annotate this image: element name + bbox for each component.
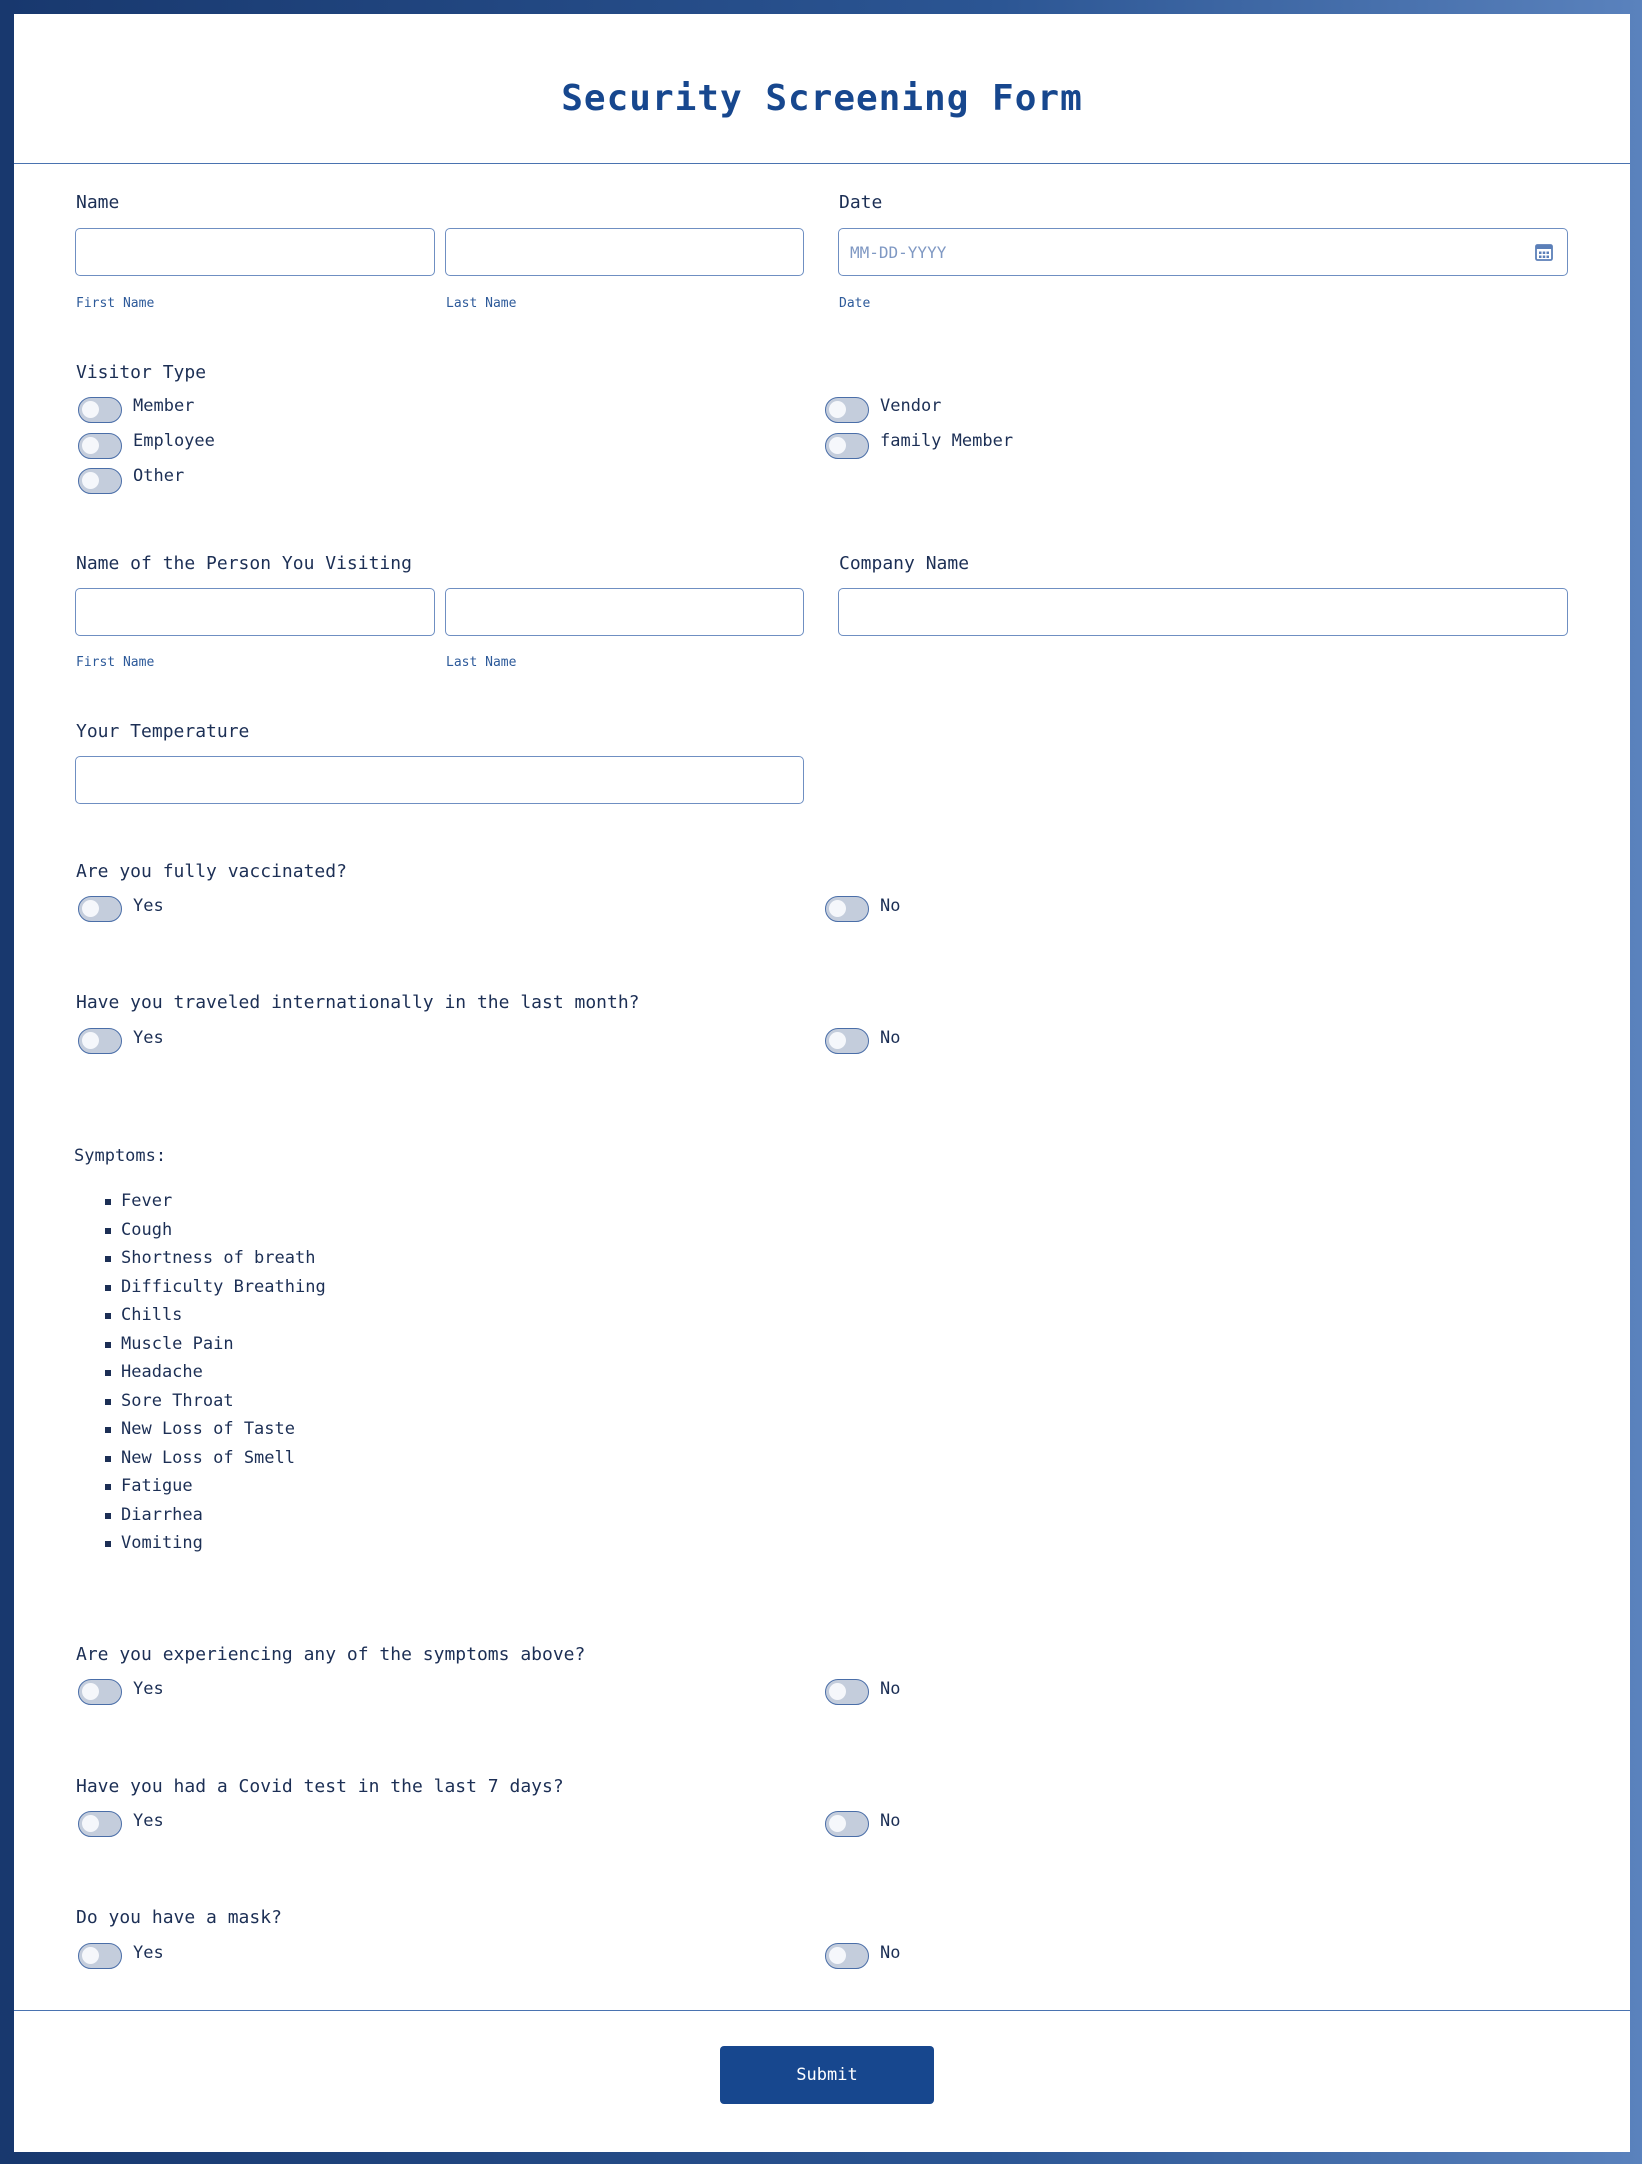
- visitor-employee-toggle[interactable]: [78, 433, 122, 459]
- last-name-sublabel: Last Name: [446, 296, 517, 311]
- mask-no-label: No: [880, 1943, 901, 1963]
- mask-yes-toggle[interactable]: [78, 1943, 122, 1969]
- list-item: Shortness of breath: [75, 1244, 326, 1273]
- covid-test-no-label: No: [880, 1811, 901, 1831]
- form-card: [14, 14, 1630, 2152]
- vaccinated-yes-toggle[interactable]: [78, 896, 122, 922]
- list-item: Diarrhea: [75, 1501, 326, 1530]
- temperature-input[interactable]: [75, 756, 804, 804]
- visitor-member-toggle[interactable]: [78, 397, 122, 423]
- list-item: Headache: [75, 1358, 326, 1387]
- visiting-label: Name of the Person You Visiting: [76, 553, 412, 574]
- last-name-input[interactable]: [445, 228, 804, 276]
- list-item: Muscle Pain: [75, 1330, 326, 1359]
- form-title: Security Screening Form: [561, 78, 1083, 119]
- experiencing-label: Are you experiencing any of the symptoms above?: [76, 1644, 586, 1665]
- first-name-sublabel: First Name: [76, 296, 155, 311]
- symptoms-list: [75, 1187, 326, 1558]
- calendar-icon[interactable]: [1534, 242, 1554, 262]
- experiencing-no-toggle[interactable]: [825, 1679, 869, 1705]
- visitor-family-member-toggle[interactable]: [825, 433, 869, 459]
- visiting-last-name-input[interactable]: [445, 588, 804, 636]
- experiencing-yes-toggle[interactable]: [78, 1679, 122, 1705]
- date-sublabel: Date: [839, 296, 871, 311]
- list-item: Cough: [75, 1216, 326, 1245]
- company-name-input[interactable]: [838, 588, 1568, 636]
- visitor-employee-label: Employee: [133, 431, 215, 451]
- visitor-vendor-label: Vendor: [880, 396, 942, 416]
- company-name-label: Company Name: [839, 553, 970, 574]
- footer-divider: [14, 2010, 1630, 2011]
- visitor-member-label: Member: [133, 396, 195, 416]
- vaccinated-no-label: No: [880, 896, 901, 916]
- first-name-input[interactable]: [75, 228, 435, 276]
- list-item: New Loss of Smell: [75, 1444, 326, 1473]
- list-item: Sore Throat: [75, 1387, 326, 1416]
- experiencing-no-label: No: [880, 1679, 901, 1699]
- traveled-no-label: No: [880, 1028, 901, 1048]
- submit-button[interactable]: Submit: [720, 2046, 934, 2104]
- visitor-type-label: Visitor Type: [76, 362, 207, 383]
- visitor-vendor-toggle[interactable]: [825, 397, 869, 423]
- visitor-family-member-label: family Member: [880, 431, 1014, 451]
- experiencing-yes-label: Yes: [133, 1679, 164, 1699]
- traveled-no-toggle[interactable]: [825, 1028, 869, 1054]
- covid-test-no-toggle[interactable]: [825, 1811, 869, 1837]
- covid-test-label: Have you had a Covid test in the last 7 days?: [76, 1776, 564, 1797]
- visiting-first-name-sublabel: First Name: [76, 655, 155, 670]
- traveled-yes-toggle[interactable]: [78, 1028, 122, 1054]
- traveled-yes-label: Yes: [133, 1028, 164, 1048]
- form-header: [14, 14, 1630, 164]
- mask-yes-label: Yes: [133, 1943, 164, 1963]
- covid-test-yes-toggle[interactable]: [78, 1811, 122, 1837]
- name-label: Name: [76, 192, 120, 213]
- visiting-first-name-input[interactable]: [75, 588, 435, 636]
- vaccinated-yes-label: Yes: [133, 896, 164, 916]
- date-input[interactable]: [838, 228, 1568, 276]
- visitor-other-toggle[interactable]: [78, 468, 122, 494]
- covid-test-yes-label: Yes: [133, 1811, 164, 1831]
- list-item: Fatigue: [75, 1472, 326, 1501]
- vaccinated-label: Are you fully vaccinated?: [76, 861, 347, 882]
- list-item: New Loss of Taste: [75, 1415, 326, 1444]
- mask-label: Do you have a mask?: [76, 1907, 282, 1928]
- traveled-label: Have you traveled internationally in the last month?: [76, 992, 640, 1013]
- temperature-label: Your Temperature: [76, 721, 250, 742]
- mask-no-toggle[interactable]: [825, 1943, 869, 1969]
- list-item: Vomiting: [75, 1529, 326, 1558]
- symptoms-title: Symptoms:: [74, 1146, 167, 1166]
- list-item: Chills: [75, 1301, 326, 1330]
- visiting-last-name-sublabel: Last Name: [446, 655, 517, 670]
- visitor-other-label: Other: [133, 466, 185, 486]
- vaccinated-no-toggle[interactable]: [825, 896, 869, 922]
- list-item: Difficulty Breathing: [75, 1273, 326, 1302]
- list-item: Fever: [75, 1187, 326, 1216]
- date-label: Date: [839, 192, 883, 213]
